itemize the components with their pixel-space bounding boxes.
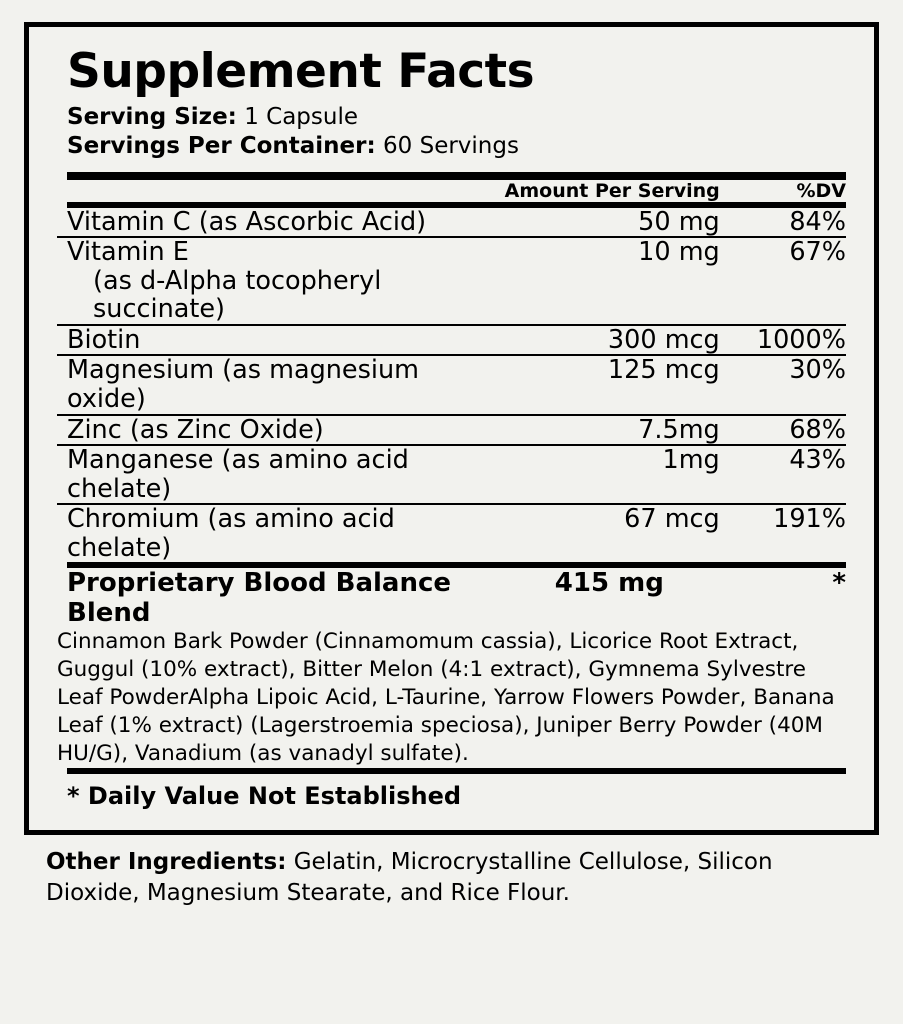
nutrient-name: Vitamin C (as Ascorbic Acid) xyxy=(67,206,427,237)
servings-per-container-line xyxy=(67,132,846,161)
servings-per-container-label: Servings Per Container: xyxy=(67,133,376,160)
table-row xyxy=(57,415,846,446)
serving-size-label: Serving Size: xyxy=(67,103,237,130)
header-amount-per-serving: Amount Per Serving xyxy=(504,179,720,202)
nutrient-table xyxy=(57,208,846,563)
nutrient-name: Zinc (as Zinc Oxide) xyxy=(67,414,324,445)
blend-ingredients: Cinnamon Bark Powder (Cinnamomum cassia), Licorice Root Extract, Guggul (10% extract), Bitter Melon (4:1 extract), Gymnema Sylvestre Leaf PowderAlpha Lipoic Acid, L-Taurine, Yarrow Flowers Powder, Banana Leaf (1% extract) (Lagerstroemia speciosa), Juniper Berry Powder (40M HU/G), Vanadium (as vanadyl sulfate). xyxy=(57,629,835,766)
servings-per-container-value: 60 Servings xyxy=(383,133,519,160)
table-row xyxy=(57,237,846,325)
nutrient-amount: 125 mcg xyxy=(607,355,720,386)
nutrient-amount: 67 mcg xyxy=(624,504,720,535)
header-blank xyxy=(57,180,499,202)
table-row xyxy=(57,208,846,238)
serving-size-value: 1 Capsule xyxy=(244,103,358,130)
panel-title: Supplement Facts xyxy=(67,44,535,99)
other-ingredients-value: Gelatin, Microcrystalline Cellulose, Silicon Dioxide, Magnesium Stearate, and Rice Flour. xyxy=(46,848,773,906)
nutrient-dv: 68% xyxy=(789,414,846,445)
nutrient-dv: 67% xyxy=(789,237,846,268)
nutrient-name-subtext: (as d-Alpha tocopheryl succinate) xyxy=(93,265,382,325)
facts-table xyxy=(57,180,846,202)
nutrient-name: Magnesium (as magnesium oxide) xyxy=(67,355,419,414)
table-row xyxy=(57,355,846,414)
nutrient-amount: 7.5mg xyxy=(638,414,720,445)
divider-top xyxy=(67,172,846,180)
nutrient-amount: 10 mg xyxy=(638,237,720,268)
nutrient-name-text: Vitamin E xyxy=(67,237,189,268)
nutrient-name xyxy=(57,237,499,325)
table-row xyxy=(57,504,846,562)
other-ingredients-label: Other Ingredients: xyxy=(46,848,287,875)
nutrient-dv: 43% xyxy=(789,445,846,476)
blend-amount: 415 mg xyxy=(554,568,664,599)
header-percent-dv: %DV xyxy=(796,179,846,202)
blend-ingredients-row xyxy=(57,628,846,768)
daily-value-note: * Daily Value Not Established xyxy=(67,781,462,810)
nutrient-dv: 191% xyxy=(773,504,846,535)
nutrient-name: Chromium (as amino acid chelate) xyxy=(67,504,395,563)
serving-size-line xyxy=(67,103,846,132)
nutrient-dv: 1000% xyxy=(756,324,846,355)
nutrient-amount: 300 mcg xyxy=(607,324,720,355)
nutrient-dv: 84% xyxy=(789,206,846,237)
nutrient-name: Manganese (as amino acid chelate) xyxy=(67,445,409,504)
blend-table xyxy=(57,568,846,768)
nutrient-amount: 1mg xyxy=(662,445,720,476)
table-header-row xyxy=(57,180,846,202)
blend-name: Proprietary Blood Balance Blend xyxy=(67,568,452,629)
nutrient-name: Biotin xyxy=(67,324,141,355)
nutrient-dv: 30% xyxy=(789,355,846,386)
supplement-facts-panel xyxy=(24,22,879,835)
table-row xyxy=(57,325,846,356)
nutrient-amount: 50 mg xyxy=(638,206,720,237)
proprietary-blend-row xyxy=(57,568,846,628)
blend-dv: * xyxy=(832,568,846,599)
other-ingredients xyxy=(46,847,879,908)
table-row xyxy=(57,445,846,504)
